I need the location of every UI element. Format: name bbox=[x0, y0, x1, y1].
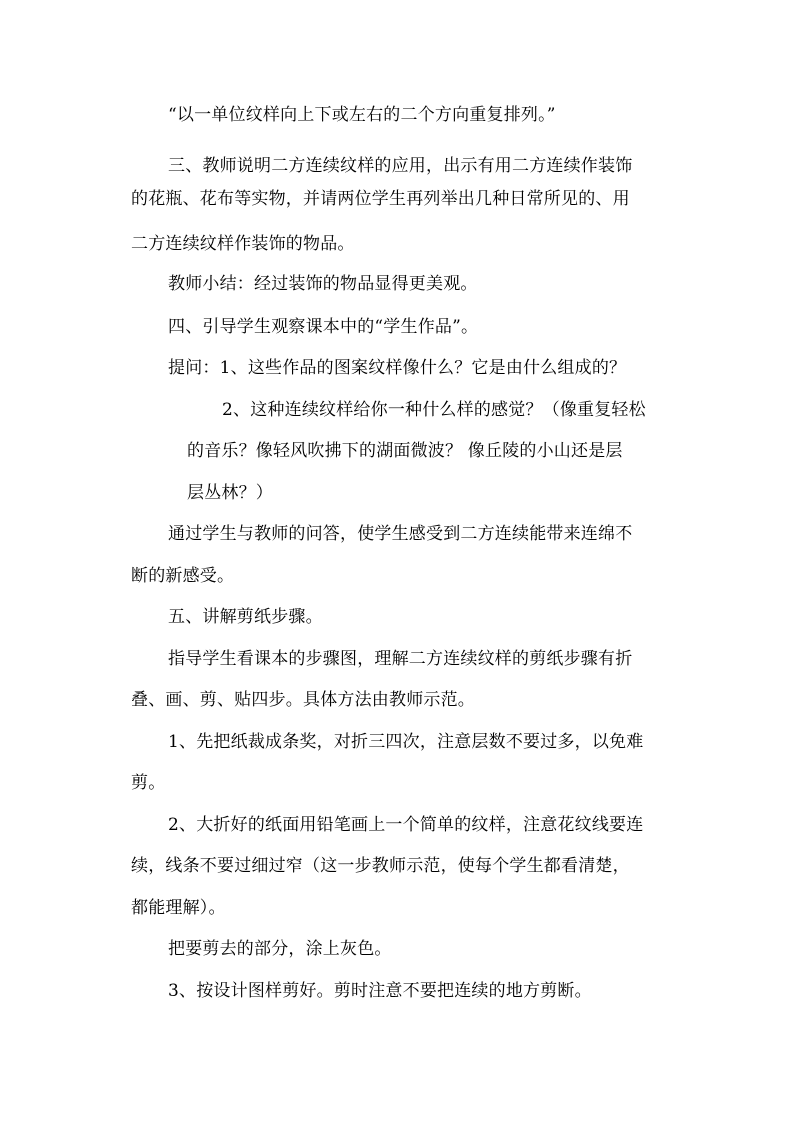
text-line: 叠、画、剪、贴四步。具体方法由教师示范。 bbox=[131, 690, 475, 710]
text-line: 2、大折好的纸面用铅笔画上一个简单的纹样，注意花纹线要连 bbox=[168, 815, 644, 835]
text-line: 把要剪去的部分，涂上灰色。 bbox=[168, 939, 392, 959]
text-line: 都能理解）。 bbox=[131, 898, 226, 918]
text-line: 提问：1、这些作品的图案纹样像什么？它是由什么组成的？ bbox=[168, 358, 627, 378]
text-line: 三、教师说明二方连续纹样的应用，出示有用二方连续作装饰 bbox=[168, 156, 633, 176]
text-line: 指导学生看课本的步骤图，理解二方连续纹样的剪纸步骤有折 bbox=[168, 649, 633, 669]
text-line: 1、先把纸裁成条奖，对折三四次，注意层数不要过多，以免难 bbox=[168, 732, 644, 752]
text-line: “以一单位纹样向上下或左右的二个方向重复排列。” bbox=[168, 105, 556, 125]
text-line: 四、引导学生观察课本中的“学生作品”。 bbox=[168, 317, 479, 337]
text-line: 续，线条不要过细过窄（这一步教师示范，使每个学生都看清楚， bbox=[131, 856, 630, 876]
text-line: 五、讲解剪纸步骤。 bbox=[168, 607, 323, 627]
text-line: 通过学生与教师的问答，使学生感受到二方连续能带来连绵不 bbox=[168, 524, 633, 544]
text-line: 3、按设计图样剪好。剪时注意不要把连续的地方剪断。 bbox=[168, 981, 592, 1001]
text-line: 二方连续纹样作装饰的物品。 bbox=[131, 234, 355, 254]
text-line: 的花瓶、花布等实物，并请两位学生再列举出几种日常所见的、用 bbox=[131, 189, 630, 209]
text-line: 教师小结：经过装饰的物品显得更美观。 bbox=[168, 274, 478, 294]
text-line: 2、这种连续纹样给你一种什么样的感觉？（像重复轻松 bbox=[222, 400, 646, 420]
text-line: 断的新感受。 bbox=[131, 566, 235, 586]
text-line: 剪。 bbox=[131, 773, 166, 793]
text-line: 的音乐？像轻风吹拂下的湖面微波？ 像丘陵的小山还是层 bbox=[187, 441, 623, 461]
text-line: 层丛林？） bbox=[187, 483, 273, 503]
